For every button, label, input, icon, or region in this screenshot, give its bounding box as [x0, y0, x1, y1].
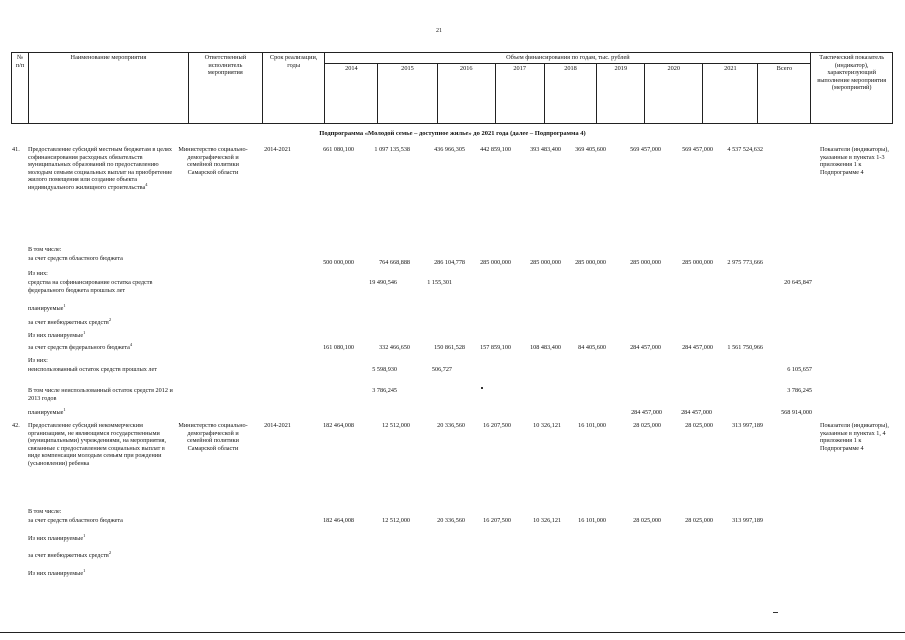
row41-value-7: 569 457,000: [682, 146, 713, 153]
col-indicator: Тактический показатель (индикатор), характеризующий выполнение мероприятия (мероприятий): [811, 53, 893, 124]
row42-incl: В том числе:: [28, 508, 62, 515]
page-bottom-rule: [0, 632, 905, 633]
row41-federal-1: 332 466,650: [379, 344, 410, 351]
row42-value-5: 16 101,000: [578, 422, 606, 429]
year-2014: 2014: [325, 63, 378, 124]
row41-regional-2: 286 104,778: [434, 259, 465, 266]
row41-federal-label: за счет средств федерального бюджета$^4$: [28, 341, 133, 351]
row42-value-1: 12 512,000: [382, 422, 410, 429]
row42-value-7: 28 025,000: [685, 422, 713, 429]
header-table: [11, 52, 893, 124]
row41-unused-total: 6 105,657: [787, 366, 812, 373]
subprogram-title: Подпрограмма «Молодой семье – доступное жилье» до 2021 года (далее – Подпрограмма 4): [319, 130, 586, 137]
row42-value-8: 313 997,189: [732, 422, 763, 429]
row41-planned2-total: 568 914,000: [781, 409, 812, 416]
row42-term: 2014-2021: [264, 422, 291, 429]
row41-unused-2015: 5 598,930: [372, 366, 397, 373]
year-2019: 2019: [597, 63, 645, 124]
row42-name: Предоставление субсидий некоммерческим организациям, не являющимся государственными (муниципальными) учреждениями, на мероприятия, связанные с предоставлением социальных выплат в виде компенсации молодым семьям при рождении (усыновлении) ребенка: [28, 422, 167, 467]
row42-indicator: Показатели (индикаторы), указанные в пунктах 1, 4 приложения 1 к Подпрограмме 4: [820, 422, 889, 452]
row42-value-4: 10 326,121: [533, 422, 561, 429]
row41-unused2-2015: 3 786,245: [372, 387, 397, 394]
row41-regional-6: 285 000,000: [630, 259, 661, 266]
row41-unused2-total: 3 786,245: [787, 387, 812, 394]
row41-value-5: 369 405,600: [575, 146, 606, 153]
col-executor: Ответственный исполнитель мероприятия: [188, 53, 262, 124]
row42-regional-5: 16 101,000: [578, 517, 606, 524]
scan-dash: [773, 612, 778, 613]
row41-federal-6: 284 457,000: [630, 344, 661, 351]
row41-planned2-2021: 284 457,000: [681, 409, 712, 416]
row41-cofin-2015: 19 490,546: [369, 279, 397, 286]
row42-regional-7: 28 025,000: [685, 517, 713, 524]
row41-federal-4: 108 483,400: [530, 344, 561, 351]
year-2020: 2020: [645, 63, 703, 124]
row42-regional-3: 16 207,500: [483, 517, 511, 524]
scan-dot: [481, 387, 483, 389]
col-name: Наименование мероприятия: [28, 53, 188, 124]
row41-planned2-label: планируемые$^1$: [28, 406, 66, 416]
row41-federal-8: 1 561 750,966: [727, 344, 763, 351]
row41-value-1: 1 097 135,538: [374, 146, 410, 153]
row41-value-6: 569 457,000: [630, 146, 661, 153]
row41-name: Предоставление субсидий местным бюджетам в целях софинансирования расходных обязательств муниципальных образований по предоставлению молодым семьям социальных выплат на приобретение жилого помещения или создание объекта индивидуального жилищного строительства$^4$: [28, 146, 173, 191]
row42-regional-label: за счет средств областного бюджета: [28, 517, 123, 524]
col-financing: Объем финансирования по годам, тыс. рублей: [325, 53, 811, 64]
row42-value-3: 16 207,500: [483, 422, 511, 429]
row41-regional-5: 285 000,000: [575, 259, 606, 266]
row41-planned2-2020: 284 457,000: [631, 409, 662, 416]
row41-federal-7: 284 457,000: [682, 344, 713, 351]
row42-regional-2: 20 336,560: [437, 517, 465, 524]
row41-incl: В том числе:: [28, 246, 62, 253]
row41-regional-3: 285 000,000: [480, 259, 511, 266]
row41-federal-2: 150 861,528: [434, 344, 465, 351]
row41-federal-5: 84 405,600: [578, 344, 606, 351]
row41-unused-of-them: Из них:: [28, 357, 48, 364]
row42-regional-8: 313 997,189: [732, 517, 763, 524]
row41-indicator: Показатели (индикаторы), указанные в пунктах 1-3 приложения 1 к Подпрограмме 4: [820, 146, 889, 176]
row42-num: 42.: [12, 422, 20, 429]
row41-unused-label: неиспользованный остаток средств прошлых лет: [28, 366, 157, 373]
row41-regional-7: 285 000,000: [682, 259, 713, 266]
row41-regional-1: 764 668,888: [379, 259, 410, 266]
row41-value-2: 436 966,305: [434, 146, 465, 153]
row41-unused-2016: 506,727: [431, 366, 452, 373]
row41-regional-label: за счет средств областного бюджета: [28, 255, 123, 262]
row41-value-4: 393 483,400: [530, 146, 561, 153]
col-term: Срок реализации, годы: [262, 53, 324, 124]
row41-regional-8: 2 975 773,666: [727, 259, 763, 266]
year-total: Всего: [758, 63, 811, 124]
row41-federal-3: 157 859,100: [480, 344, 511, 351]
row41-planned-label: планируемые$^1$: [28, 302, 66, 312]
row42-executor: Министерство социально-демографической и семейной политики Самарской области: [178, 422, 248, 452]
row41-regional-0: 500 000,000: [323, 259, 354, 266]
row42-value-2: 20 336,560: [437, 422, 465, 429]
year-2017: 2017: [495, 63, 544, 124]
row41-unused2-label: В том числе неиспользованный остаток средств 2012 и 2013 годов: [28, 387, 173, 402]
row42-of-them-planned2: Из них планируемые$^1$: [28, 567, 86, 577]
row41-num: 41.: [12, 146, 20, 153]
row41-value-0: 661 080,100: [323, 146, 354, 153]
year-2016: 2016: [437, 63, 495, 124]
row41-executor: Министерство социально-демографической и семейной политики Самарской области: [178, 146, 248, 176]
row41-federal-0: 161 080,100: [323, 344, 354, 351]
year-2015: 2015: [378, 63, 437, 124]
row41-cofin-total: 20 645,847: [784, 279, 812, 286]
row42-value-6: 28 025,000: [633, 422, 661, 429]
row41-value-8: 4 537 524,632: [727, 146, 763, 153]
row41-cofin-2016: 1 155,301: [427, 279, 452, 286]
page-number: 21: [436, 28, 442, 34]
row42-of-them-planned: Из них планируемые$^1$: [28, 532, 86, 542]
row42-regional-0: 182 464,008: [323, 517, 354, 524]
row41-term: 2014-2021: [264, 146, 291, 153]
col-num: № п/п: [12, 53, 29, 124]
row41-value-3: 442 859,100: [480, 146, 511, 153]
row41-offbudget-label: за счет внебюджетных средств$^2$: [28, 316, 112, 326]
row42-regional-4: 10 326,121: [533, 517, 561, 524]
year-2018: 2018: [544, 63, 597, 124]
row42-regional-1: 12 512,000: [382, 517, 410, 524]
row42-offbudget-label: за счет внебюджетных средств$^2$: [28, 549, 112, 559]
row41-cofin-label: средства на софинансирование остатка средств федерального бюджета прошлых лет: [28, 279, 153, 294]
year-2021: 2021: [703, 63, 758, 124]
row42-value-0: 182 464,008: [323, 422, 354, 429]
row41-of-them-planned: Из них планируемые$^1$: [28, 329, 86, 339]
row41-of-them: Из них:: [28, 270, 48, 277]
row41-regional-4: 285 000,000: [530, 259, 561, 266]
row42-regional-6: 28 025,000: [633, 517, 661, 524]
